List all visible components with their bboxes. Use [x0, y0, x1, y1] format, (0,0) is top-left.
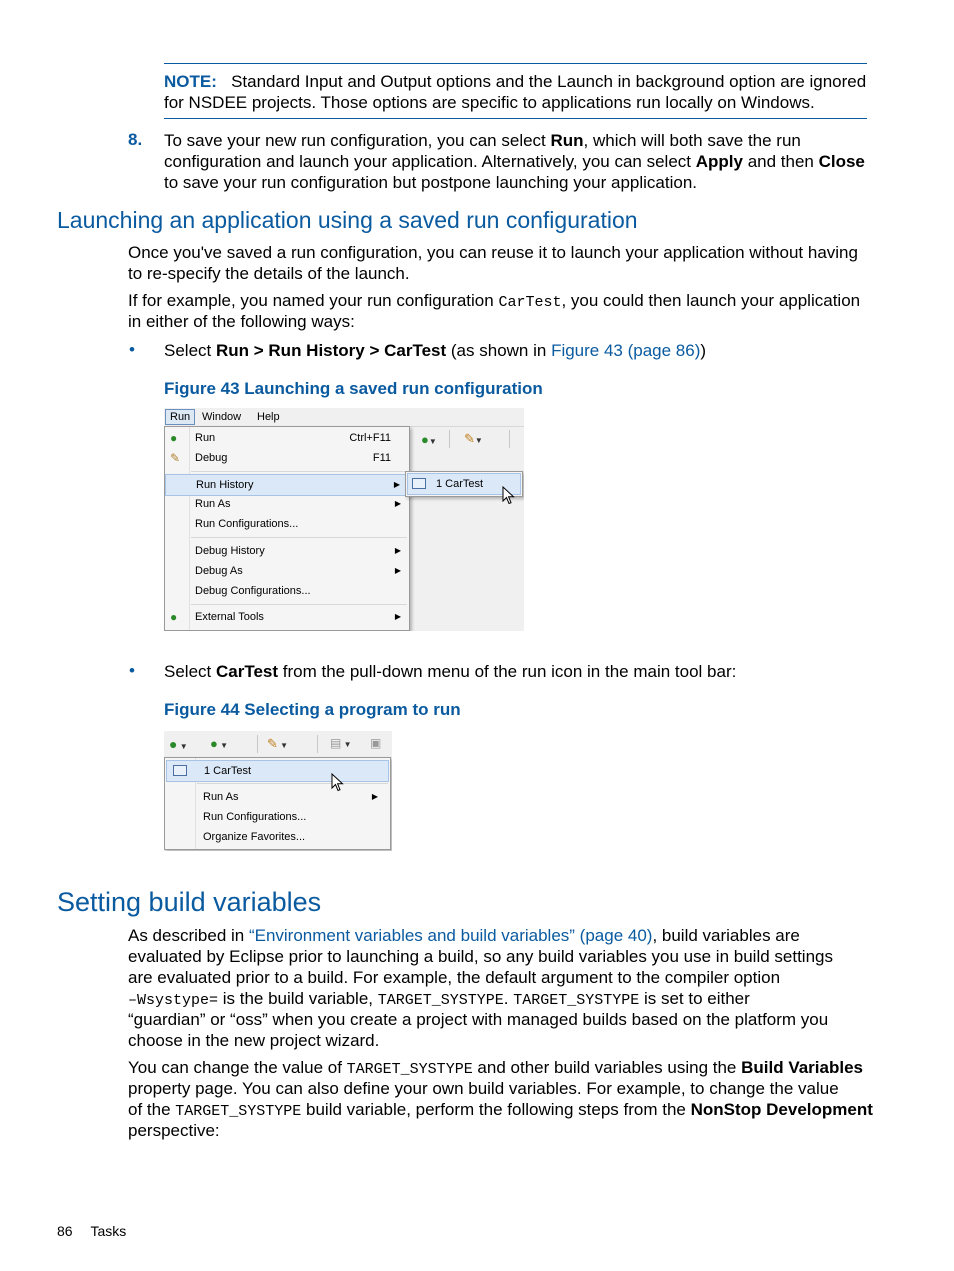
launch-p2-line-1: If for example, you named your run configuration CarTest, you could then launch your application	[128, 291, 861, 311]
dropdown-item-run-configurations[interactable]: Run Configurations...	[203, 811, 307, 823]
launch-p1-line-2: to re-specify the details of the launch.	[128, 264, 410, 283]
dropdown-item-organize-favorites[interactable]: Organize Favorites...	[203, 831, 306, 843]
menu-item-debug[interactable]: ✎ Debug F11	[170, 451, 391, 465]
dropdown-item-cartest[interactable]: 1 CarTest	[166, 760, 389, 782]
build-p1-line-2: evaluated by Eclipse prior to launching a build, so any build variables you use in build settings	[128, 947, 833, 966]
figure-43-screenshot	[164, 408, 524, 631]
menubar	[164, 408, 524, 427]
note-line-2: for NSDEE projects. Those options are specific to applications run locally on Windows.	[164, 93, 815, 112]
build-p2-line-4: perspective:	[128, 1121, 220, 1140]
debug-drop-icon[interactable]: ● ▼	[210, 736, 228, 751]
submenu-arrow-icon: ▶	[393, 480, 400, 489]
menu-item-debug-as[interactable]: Debug As ▶	[165, 561, 409, 581]
bullet-2: Select CarTest from the pull-down menu of the run icon in the main tool bar:	[164, 662, 737, 681]
menu-separator	[191, 604, 407, 605]
submenu-arrow-icon: ▶	[394, 499, 401, 508]
toolbar-fragment	[409, 427, 524, 453]
launch-p1-line-1: Once you've saved a run configuration, you can reuse it to launch your application without having	[128, 243, 858, 262]
footer	[57, 1223, 126, 1239]
toolbar-separator	[509, 430, 510, 448]
mouse-cursor-icon	[331, 773, 345, 793]
footer-section: Tasks	[90, 1223, 127, 1239]
run-icon: ●	[170, 431, 178, 445]
menu-item-run-as[interactable]: Run As ▶	[165, 494, 409, 514]
build-p1-line-3: are evaluated prior to a build. For example, the default argument to the compiler option	[128, 968, 781, 987]
build-p1-line-1: As described in “Environment variables and build variables” (page 40), build variables are	[128, 926, 800, 945]
launch-config-icon	[412, 478, 426, 489]
build-p1-line-4: –Wsystype= is the build variable, TARGET_SYSTYPE. TARGET_SYSTYPE is set to either	[128, 989, 750, 1009]
menu-separator	[191, 471, 407, 472]
submenu-item-cartest[interactable]: 1 CarTest	[407, 473, 521, 495]
external-tools-drop-icon[interactable]: ✎ ▼	[267, 736, 289, 751]
bullet-1: Select Run > Run History > CarTest (as shown in Figure 43 (page 86))	[164, 341, 707, 360]
note-line-1: NOTE: Standard Input and Output options and the Launch in background option are ignored	[164, 72, 867, 91]
build-p1-line-5: “guardian” or “oss” when you create a project with managed builds based on the platform you	[128, 1010, 829, 1029]
step8-line-2: configuration and launch your application. Alternatively, you can select Apply and then Close	[164, 152, 865, 171]
menu-item-debug-history[interactable]: Debug History ▶	[165, 541, 409, 561]
nav-icon[interactable]: ▤ ▼	[330, 736, 352, 750]
submenu-arrow-icon: ▶	[394, 612, 401, 621]
note-top-rule	[164, 63, 867, 64]
figure-44-caption: Figure 44 Selecting a program to run	[164, 700, 461, 719]
menu-item-external-tools[interactable]: ● External Tools ▶	[165, 607, 409, 627]
toolbar-separator	[449, 430, 450, 448]
menu-separator	[197, 783, 388, 784]
launch-p2-line-2: in either of the following ways:	[128, 312, 355, 331]
build-p2-line-2: property page. You can also define your own build variables. For example, to change the value	[128, 1079, 839, 1098]
debug-icon: ✎	[170, 451, 181, 465]
external-tools-icon: ●	[170, 610, 178, 624]
submenu-arrow-icon: ▶	[394, 546, 401, 555]
menubar-run[interactable]: Run	[165, 409, 195, 425]
menu-item-debug-configurations[interactable]: Debug Configurations...	[195, 585, 311, 597]
toolbar	[164, 731, 392, 757]
toolbar-separator	[317, 735, 318, 753]
note-label: NOTE:	[164, 72, 217, 91]
step8-line-1: To save your new run configuration, you can select Run, which will both save the run	[164, 131, 801, 150]
menu-item-run-configurations[interactable]: Run Configurations...	[195, 518, 299, 530]
toolbar-separator	[257, 735, 258, 753]
submenu-arrow-icon: ▶	[371, 792, 378, 801]
note-bottom-rule	[164, 118, 867, 119]
run-dropdown-menu	[164, 757, 391, 850]
step8-line-3: to save your run configuration but postpone launching your application.	[164, 173, 698, 192]
submenu-arrow-icon: ▶	[394, 566, 401, 575]
run-drop-icon[interactable]: ●▼	[421, 432, 437, 447]
menu-item-run[interactable]: ● Run Ctrl+F11	[170, 431, 391, 445]
page-number: 86	[57, 1223, 73, 1239]
debug-drop-icon[interactable]: ✎▼	[464, 431, 483, 446]
build-p2-line-1: You can change the value of TARGET_SYSTYPE and other build variables using the Build Variables	[128, 1058, 863, 1078]
figure-43-caption: Figure 43 Launching a saved run configuration	[164, 379, 543, 398]
run-menu	[164, 426, 410, 631]
bullet-dot: •	[129, 661, 135, 680]
menu-item-run-history[interactable]: Run History ▶	[165, 474, 409, 496]
bullet-dot: •	[129, 340, 135, 359]
build-p1-line-6: choose in the new project wizard.	[128, 1031, 380, 1050]
figure-43-link[interactable]: Figure 43 (page 86)	[551, 341, 701, 360]
launch-config-icon	[173, 765, 187, 776]
dropdown-item-run-as[interactable]: Run As ▶	[165, 787, 390, 807]
menu-separator	[191, 537, 407, 538]
env-vars-link[interactable]: “Environment variables and build variables” (page 40)	[248, 926, 653, 945]
open-icon[interactable]: ▣	[370, 736, 382, 750]
build-p2-line-3: of the TARGET_SYSTYPE build variable, perform the following steps from the NonStop Development	[128, 1100, 873, 1120]
mouse-cursor-icon	[502, 486, 516, 506]
menubar-window[interactable]: Window	[202, 411, 242, 423]
run-drop-icon[interactable]: ● ▼	[169, 736, 188, 752]
menubar-help[interactable]: Help	[257, 411, 280, 423]
step-number: 8.	[128, 130, 143, 149]
section-heading-launch: Launching an application using a saved run configuration	[57, 207, 638, 233]
section-heading-build-variables: Setting build variables	[57, 887, 322, 917]
figure-44-screenshot	[164, 731, 392, 851]
